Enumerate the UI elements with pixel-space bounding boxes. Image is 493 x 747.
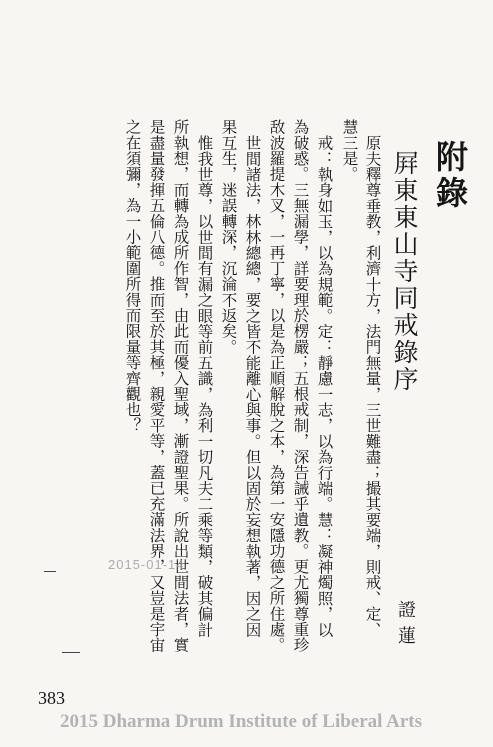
page-number: 383 [38, 688, 65, 708]
margin-mark [62, 652, 80, 653]
watermark: 2015 Dharma Drum Institute of Liberal Arts [60, 711, 423, 732]
text-column: 原夫釋尊垂教，利濟十方，法門無量，三世難盡；撮其要端，則戒、定、 [363, 135, 382, 638]
author-name: 證蓮 [395, 600, 416, 652]
document-title: 屛東東山寺同戒錄序 [390, 150, 419, 393]
text-column: 慧三是。 [340, 119, 359, 182]
text-column: 為破惑。三無漏學，詳要理於楞嚴；五根戒制，深告誡乎遺教。更尤獨尊重珍 [291, 119, 310, 653]
text-column: 世間諸法，林林總總，要之皆不能離心與事。但以固於妄想執著，因之因 [243, 135, 262, 638]
text-column: 所執想，而轉為成所作智，由此而優入聖域，漸證聖果。所說出世間法者，實 [171, 119, 190, 653]
section-title: 附錄 [431, 140, 469, 212]
text-column: 之在須彌，為一小範圍所得而限量等齊觀也？ [123, 119, 142, 433]
text-column: 戒：執身如玉，以為規範。定：靜慮一志，以為行端。慧：凝神燭照，以 [315, 135, 334, 638]
text-column: 惟我世尊，以世間有漏之眼等前五識，為利一切凡夫二乘等類，破其偏計 [195, 135, 214, 638]
watermark-date: 2015-01-14 [108, 557, 185, 572]
text-column: 敌波羅提木叉，一再丁寧，以是為正順解脫之本，為第一安隱功德之所住處。 [267, 119, 286, 653]
text-column: 是盡量發揮五倫八德。推而至於其極，親愛平等，蓋已充滿法界，又豈是宇宙 [147, 119, 166, 653]
text-column: 果互生，迷誤轉深，沉淪不返矣。 [219, 119, 238, 355]
margin-mark [44, 571, 56, 572]
